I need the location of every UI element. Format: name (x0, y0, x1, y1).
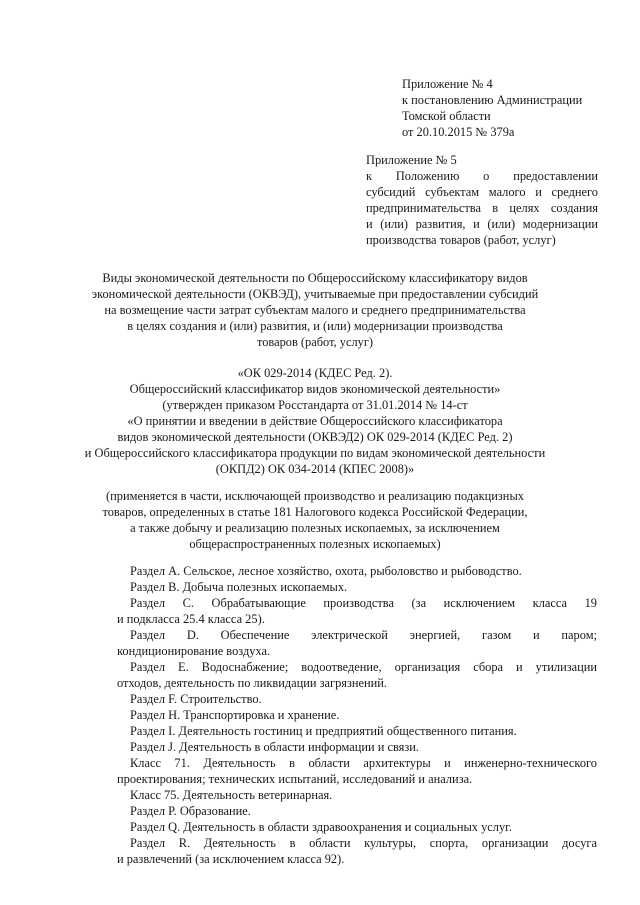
classifier-line: «ОК 029-2014 (КДЕС Ред. 2). (237, 366, 393, 380)
section-h: Раздел H. Транспортировка и хранение. (130, 708, 340, 722)
appendix-4-title: Приложение № 4 (402, 77, 493, 91)
classifier-line: и Общероссийского классификатора продукции по видам экономической деятельности (84, 446, 546, 460)
section-a: Раздел A. Сельское, лесное хозяйство, охота, рыболовство и рыбоводство. (130, 564, 522, 578)
appendix-5-line5: и (или) развития, и (или) модернизации (366, 217, 598, 231)
classifier-line: (ОКПД2) ОК 034-2014 (КПЕС 2008)» (215, 462, 415, 476)
note-line: (применяется в части, исключающей производство и реализацию подакцизных (106, 489, 524, 503)
section-d: Раздел D. Обеспечение электрической энергией, газом и паром; кондиционирование воздуха. (117, 628, 597, 658)
appendix-5-line3: субсидий субъектам малого и среднего (366, 185, 598, 199)
classifier-line: (утвержден приказом Росстандарта от 31.01.2014 № 14-ст (162, 398, 468, 412)
section-r: Раздел R. Деятельность в области культуры, спорта, организации досуга и развлечений (за исключением класса 92). (117, 836, 597, 866)
classifier-reference (80, 365, 550, 477)
title-line: экономической деятельности (ОКВЭД), учитываемые при предоставлении субсидий (91, 287, 539, 301)
appendix-4-ref: к постановлению Администрации (402, 93, 583, 107)
title-line: в целях создания и (или) развития, и (или) модернизации производства (127, 319, 503, 333)
classifier-line: «О принятии и введении в действие Общероссийского классификатора (127, 414, 503, 428)
document-title (80, 270, 550, 350)
appendix-4-region: Томской области (402, 109, 491, 123)
section-f: Раздел F. Строительство. (130, 692, 262, 706)
appendix-5-ref: к Положению о предоставлении (366, 169, 598, 183)
title-line: товаров (работ, услуг) (256, 335, 374, 349)
class-75: Класс 75. Деятельность ветеринарная. (130, 788, 333, 802)
section-p: Раздел P. Образование. (130, 804, 251, 818)
appendix-5-title: Приложение № 5 (366, 153, 457, 167)
section-j: Раздел J. Деятельность в области информации и связи. (130, 740, 419, 754)
class-71: Класс 71. Деятельность в области архитектуры и инженерно-технического проектирования; технических испытаний, исследований и анализа. (117, 756, 597, 786)
appendix-4-date: от 20.10.2015 № 379а (402, 125, 515, 139)
appendix-5-line4: предпринимательства в целях создания (366, 201, 598, 215)
note-line: товаров, определенных в статье 181 Налогового кодекса Российской Федерации, (102, 505, 528, 519)
section-i: Раздел I. Деятельность гостиниц и предприятий общественного питания. (130, 724, 517, 738)
applicability-note (80, 488, 550, 552)
title-line: Виды экономической деятельности по Общероссийскому классификатору видов (102, 271, 528, 285)
note-line: общераспространенных полезных ископаемых) (189, 537, 441, 551)
title-line: на возмещение части затрат субъектам малого и среднего предпринимательства (104, 303, 526, 317)
section-b: Раздел B. Добыча полезных ископаемых. (130, 580, 348, 594)
section-c: Раздел C. Обрабатывающие производства (за исключением класса 19 и подкласса 25.4 класса 25). (117, 596, 597, 626)
note-line: а также добычу и реализацию полезных ископаемых, за исключением (130, 521, 500, 535)
section-e: Раздел E. Водоснабжение; водоотведение, организация сбора и утилизации отходов, деятельность по ликвидации загрязнений. (117, 660, 597, 690)
classifier-line: видов экономической деятельности (ОКВЭД2) ОК 029-2014 (КДЕС Ред. 2) (117, 430, 513, 444)
classifier-line: Общероссийский классификатор видов экономической деятельности» (129, 382, 501, 396)
section-q: Раздел Q. Деятельность в области здравоохранения и социальных услуг. (130, 820, 512, 834)
appendix-5-line6: производства товаров (работ, услуг) (366, 233, 556, 247)
